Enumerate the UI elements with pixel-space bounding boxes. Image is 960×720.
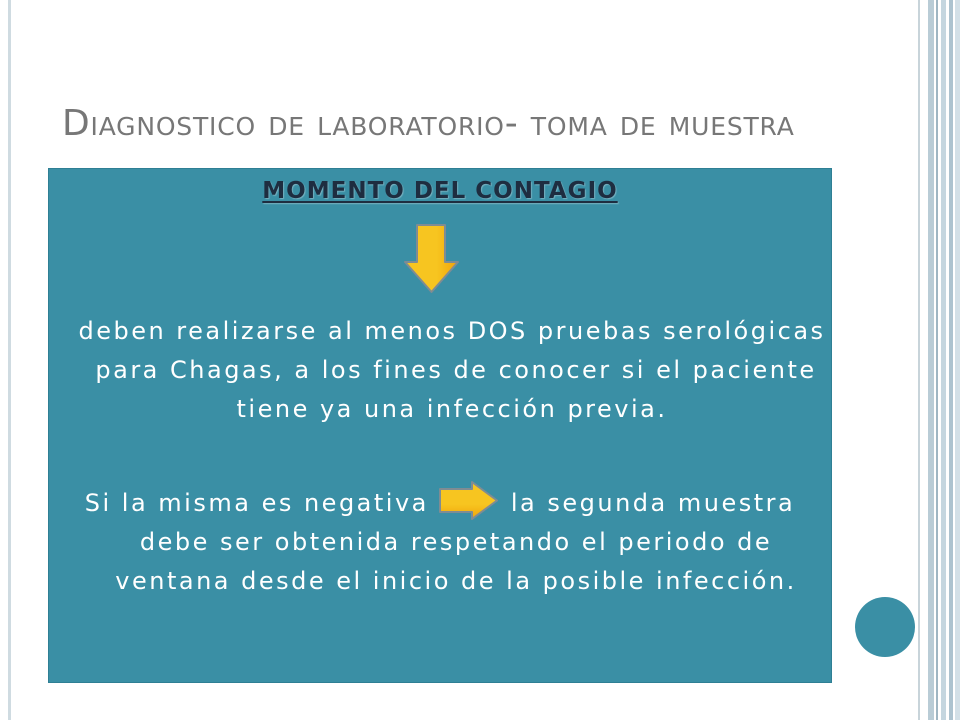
decor-stripe [928, 0, 934, 720]
paragraph-2-line: debe ser obtenida respetando el periodo de [139, 528, 773, 556]
paragraph-2-text-before-arrow: Si la misma es negativa [84, 489, 429, 517]
paragraph-2-line: ventana desde el inicio de la posible infección. [115, 567, 797, 595]
decor-stripe [936, 0, 938, 720]
decor-stripe [941, 0, 946, 720]
paragraph-1 [48, 312, 832, 429]
paragraph-1-line: deben realizarse al menos DOS pruebas serológicas [78, 317, 826, 345]
arrow-right-icon [439, 481, 499, 521]
paragraph-2-line [48, 484, 832, 523]
arrow-down-icon [403, 223, 461, 295]
decor-circle [855, 597, 915, 657]
decor-stripe [955, 0, 960, 720]
paragraph-2 [48, 484, 832, 601]
slide-title: Diagnostico de laboratorio- toma de muestra [62, 103, 795, 144]
decor-stripe [949, 0, 953, 720]
paragraph-1-line: para Chagas, a los fines de conocer si el paciente [95, 356, 817, 384]
paragraph-2-text-after-arrow: la segunda muestra [510, 489, 796, 517]
paragraph-1-line: tiene ya una infección previa. [236, 395, 668, 423]
left-border-line [8, 0, 11, 720]
decor-stripe [918, 0, 920, 720]
box-heading: MOMENTO DEL CONTAGIO [262, 178, 618, 204]
